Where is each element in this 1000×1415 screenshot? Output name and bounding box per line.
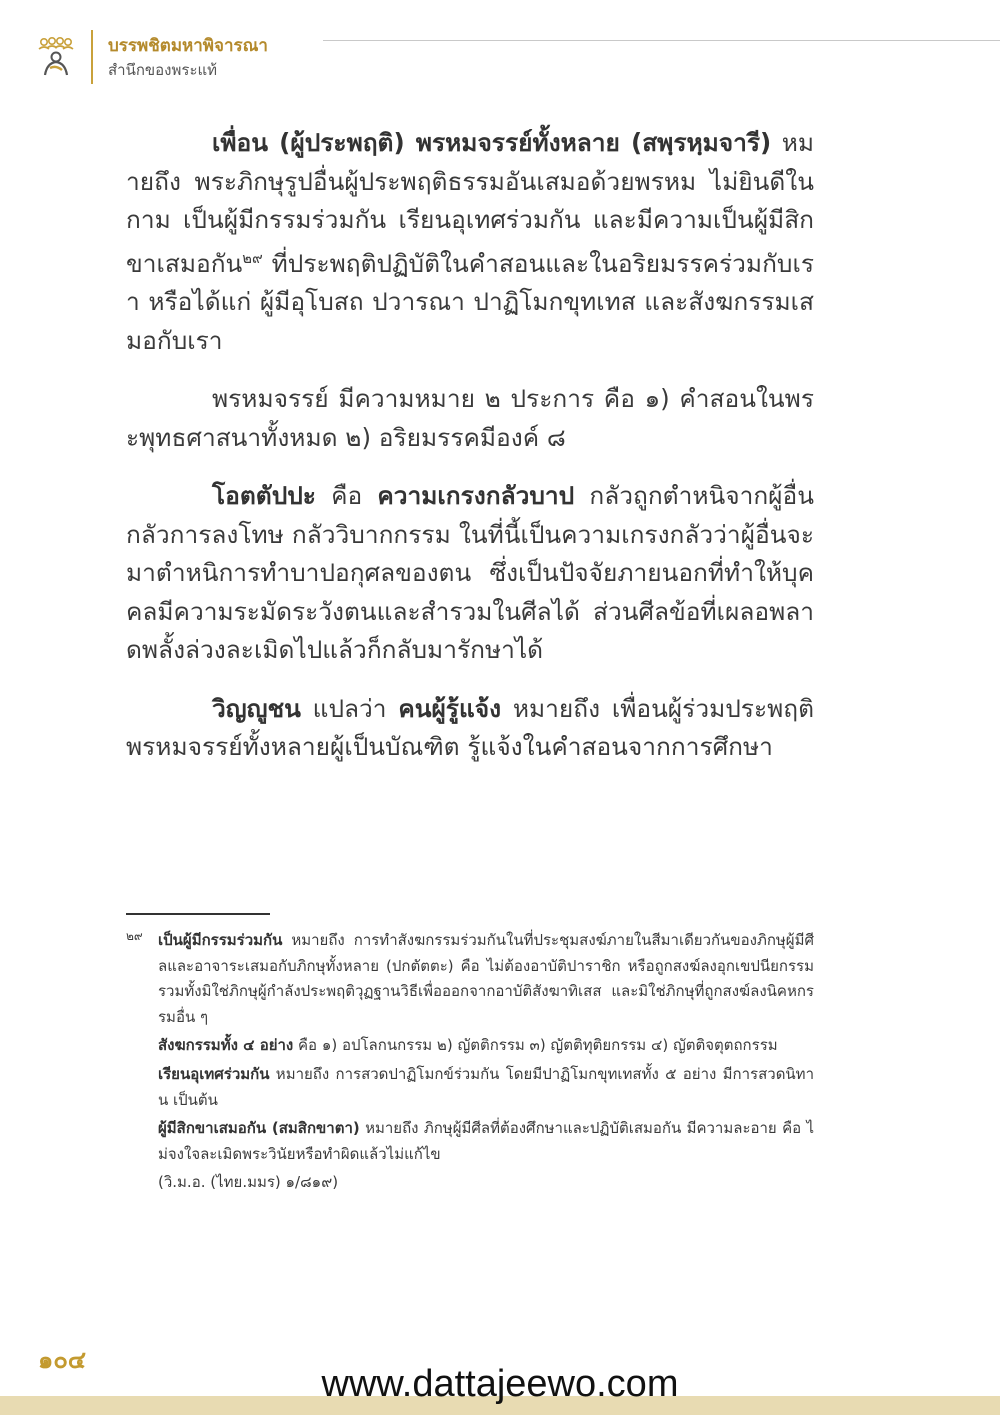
text-run: คือ	[315, 481, 378, 511]
bold-term: เพื่อน (ผู้ประพฤติ) พรหมจรรย์ทั้งหลาย (สพฺรหฺมจารี)	[212, 128, 772, 157]
footnote-ref: ๒๙	[242, 249, 263, 267]
paragraph	[126, 380, 814, 457]
footnote	[126, 1170, 814, 1196]
paragraph	[126, 477, 814, 670]
footnote	[126, 1062, 814, 1113]
footnote	[126, 1116, 814, 1167]
header-title: บรรพชิตมหาพิจารณา	[108, 36, 268, 56]
text-run: กลัวถูกตำหนิจากผู้อื่น กลัวการลงโทษ กลัววิบากกรรม ในที่นี้เป็นความเกรงกลัวว่าผู้อื่นจะมาตำหนิการทำบาปอกุศลของตน ซึ่งเป็นปัจจัยภายนอกที่ทำให้บุคคลมีความระมัดระวังตนและสำรวมในศีลได้ ส่วนศีลข้อที่เผลอพลาดพลั้งล่วงละเมิดไปแล้วก็กลับมารักษาได้	[126, 481, 814, 665]
text-run: หมายถึง เพื่อนผู้ร่วมประพฤติพรหมจรรย์ทั้งหลายผู้เป็นบัณฑิต รู้แจ้งในคำสอนจากการศึกษา	[126, 693, 814, 762]
bold-term: ผู้มีสิกขาเสมอกัน (สมสิกขาตา)	[158, 1119, 360, 1138]
text-run: (วิ.ม.อ. (ไทย.มมร) ๑/๘๑๙)	[158, 1173, 339, 1192]
bold-term: คนผู้รู้แจ้ง	[398, 693, 502, 723]
page-number: ๑๐๔	[38, 1346, 87, 1374]
footnote-separator	[126, 913, 270, 915]
text-run: หมายถึง การสวดปาฏิโมกข์ร่วมกัน โดยมีปาฏิโมกขุทเทสทั้ง ๕ อย่าง มีการสวดนิทาน เป็นต้น	[158, 1064, 814, 1109]
footer-url: www.dattajeewo.com	[321, 1363, 679, 1405]
monks-group-logo-icon	[36, 34, 76, 78]
text-run: แปลว่า	[300, 693, 399, 723]
bold-term: วิญญูชน	[212, 693, 301, 723]
bold-term: ความเกรงกลัวบาป	[377, 481, 575, 511]
bold-term: เรียนอุเทศร่วมกัน	[158, 1064, 270, 1083]
text-run: หมายถึง การทำสังฆกรรมร่วมกันในที่ประชุมสงฆ์ภายในสีมาเดียวกันของภิกษุผู้มีศีลและอาจาระเสมอกับภิกษุทั้งหลาย (ปกตัตตะ) คือ ไม่ต้องอาบัติปาราชิก หรือถูกสงฆ์ลงอุกเขปนียกรรม รวมทั้งมิใช่ภิกษุผู้กำลังประพฤติวุฏฐานวิธีเพื่อออกจากอาบัติสังฆาทิเสส และมิใช่ภิกษุที่ถูกสงฆ์ลงนิคหกรรมอื่น ๆ	[158, 931, 814, 1026]
paragraph	[126, 124, 814, 360]
text-run: หมายถึง พระภิกษุรูปอื่นผู้ประพฤติธรรมอันเสมอด้วยพรหม ไม่ยินดีในกาม เป็นผู้มีกรรมร่วมกัน เรียนอุเทศร่วมกัน และมีความเป็นผู้มีสิกขาเสมอกัน	[126, 128, 814, 278]
footnote	[126, 1033, 814, 1059]
body-text	[126, 124, 814, 787]
header-rule	[323, 40, 1000, 41]
header-separator	[91, 30, 93, 84]
text-run: พรหมจรรย์ มีความหมาย ๒ ประการ คือ ๑) คำสอนในพระพุทธศาสนาทั้งหมด ๒) อริยมรรคมีองค์ ๘	[126, 384, 814, 452]
page-header	[36, 30, 1000, 90]
footnotes	[126, 928, 814, 1199]
paragraph	[126, 690, 814, 767]
bold-term: โอตตัปปะ	[212, 481, 316, 511]
text-run: คือ ๑) อปโลกนกรรม ๒) ญัตติกรรม ๓) ญัตติทุติยกรรม ๔) ญัตติจตุตถกรรม	[293, 1036, 778, 1055]
text-run: หมายถึง ภิกษุผู้มีศีลที่ต้องศึกษาและปฏิบัติเสมอกัน มีความละอาย คือ ไม่จงใจละเมิดพระวินัยหรือทำผิดแล้วไม่แก้ไข	[158, 1119, 814, 1163]
header-subtitle: สำนึกของพระแท้	[108, 61, 218, 79]
bold-term: สังฆกรรมทั้ง ๔ อย่าง	[158, 1036, 294, 1055]
footnote-mark: ๒๙	[126, 929, 143, 943]
footnote	[126, 928, 814, 1030]
text-run: ที่ประพฤติปฏิบัติในคำสอนและในอริยมรรคร่วมกับเรา หรือได้แก่ ผู้มีอุโบสถ ปวารณา ปาฏิโมกขุทเทส และสังฆกรรมเสมอกับเรา	[126, 248, 814, 355]
bold-term: เป็นผู้มีกรรมร่วมกัน	[158, 931, 283, 949]
